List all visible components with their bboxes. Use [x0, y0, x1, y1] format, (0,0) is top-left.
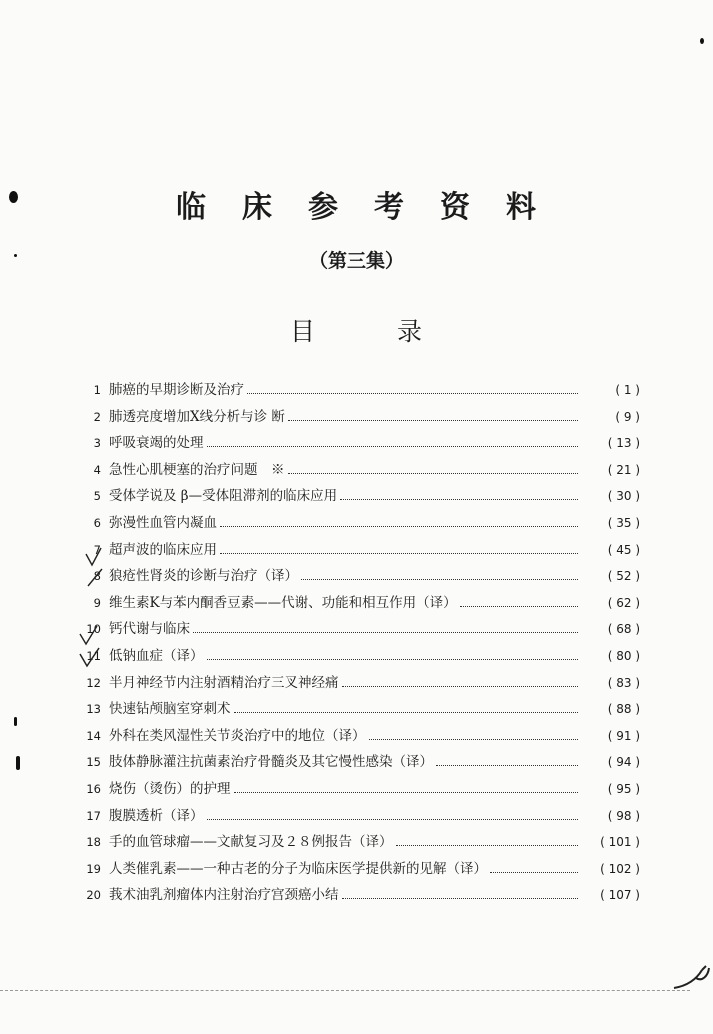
table-of-contents — [80, 378, 640, 910]
toc-entry-page: ( 1 ) — [615, 383, 640, 397]
toc-entry-title: 腹膜透析（译） — [109, 807, 204, 824]
toc-entry-number: 20 — [86, 888, 101, 903]
toc-entry-page: ( 35 ) — [607, 515, 640, 530]
title-char: 考 — [374, 190, 404, 225]
toc-entry — [80, 830, 640, 857]
dot-leader — [396, 845, 579, 846]
toc-entry-page: ( 101 ) — [600, 835, 640, 850]
toc-entry-title: 弥漫性血管内凝血 — [109, 514, 217, 531]
toc-entry-number: 2 — [93, 409, 101, 424]
toc-entry-title: 烧伤（烫伤）的护理 — [109, 780, 231, 797]
toc-entry-number: 3 — [93, 436, 101, 451]
toc-entry — [80, 511, 640, 538]
toc-entry-page: ( 30 ) — [607, 489, 640, 504]
dot-leader — [288, 473, 579, 474]
toc-entry — [80, 804, 640, 831]
dot-leader — [234, 792, 579, 793]
dot-leader — [340, 499, 578, 500]
toc-entry-title: 钙代谢与临床 — [109, 621, 190, 638]
toc-entry-page: ( 94 ) — [607, 755, 640, 770]
toc-entry-title: 超声波的临床应用 — [109, 541, 217, 558]
toc-entry-page: ( 98 ) — [607, 808, 640, 823]
toc-entry-title: 急性心肌梗塞的治疗问题 ※ — [109, 461, 285, 478]
volume-subtitle: （第三集） — [308, 250, 404, 272]
ink-speck-left-2 — [14, 717, 17, 726]
toc-entry — [80, 750, 640, 777]
dot-leader — [207, 446, 579, 447]
dot-leader — [490, 872, 578, 873]
toc-entry-title: 快速钻颅脑室穿刺术 — [109, 701, 231, 718]
title-char: 参 — [308, 190, 338, 225]
toc-entry-title: 肺癌的早期诊断及治疗 — [109, 382, 244, 398]
toc-entry-number: 18 — [86, 835, 101, 850]
toc-entry-number: 9 — [93, 595, 101, 610]
toc-entry-title: 肺透亮度增加X线分析与诊 断 — [109, 408, 285, 425]
toc-entry — [80, 405, 640, 432]
toc-entry-page: ( 45 ) — [607, 542, 640, 557]
scan-edge-bottom — [0, 990, 690, 991]
pen-squiggle-icon — [672, 962, 712, 992]
toc-entry-page: ( 102 ) — [600, 861, 640, 876]
title-char: 资 — [440, 190, 470, 225]
dot-leader — [234, 712, 579, 713]
toc-entry-number: 8 — [93, 569, 101, 584]
dot-leader — [220, 553, 578, 554]
toc-entry-number: 12 — [86, 675, 101, 690]
title-char: 床 — [242, 190, 272, 225]
dot-leader — [436, 765, 578, 766]
contents-heading — [290, 312, 422, 348]
dot-leader — [207, 819, 579, 820]
toc-entry-title: 半月神经节内注射酒精治疗三叉神经痛 — [109, 674, 339, 691]
dot-leader — [342, 898, 579, 899]
toc-entry-title: 狼疮性肾炎的诊断与治疗（译） — [109, 568, 298, 585]
dot-leader — [369, 739, 579, 740]
handwritten-check-icon — [78, 624, 100, 648]
title-char: 料 — [506, 190, 536, 225]
dot-leader — [193, 632, 578, 633]
toc-entry — [80, 458, 640, 485]
toc-entry-page: ( 62 ) — [607, 595, 640, 610]
toc-entry — [80, 538, 640, 565]
toc-entry-page: ( 21 ) — [607, 462, 640, 477]
toc-entry-title: 受体学说及 β—受体阻滞剂的临床应用 — [109, 488, 338, 505]
document-title — [176, 182, 536, 226]
toc-entry — [80, 617, 640, 644]
toc-entry-page: ( 91 ) — [607, 728, 640, 743]
toc-entry-page: ( 9 ) — [615, 409, 640, 424]
handwritten-slash-icon — [84, 566, 106, 590]
toc-entry-number: 6 — [93, 515, 101, 530]
toc-entry — [80, 697, 640, 724]
toc-entry-page: ( 88 ) — [607, 702, 640, 717]
toc-entry-page: ( 95 ) — [607, 781, 640, 796]
toc-entry-number: 4 — [93, 462, 101, 477]
toc-entry-title: 外科在类风湿性关节炎治疗中的地位（译） — [109, 727, 366, 744]
toc-entry-number: 10 — [86, 622, 101, 637]
toc-entry — [80, 777, 640, 804]
toc-entry — [80, 564, 640, 591]
toc-entry-page: ( 80 ) — [607, 648, 640, 663]
toc-entry-number: 19 — [86, 861, 101, 876]
toc-entry-title: 肢体静脉灌注抗菌素治疗骨髓炎及其它慢性感染（译） — [109, 754, 433, 771]
handwritten-check-icon — [84, 546, 104, 568]
dot-leader — [460, 606, 578, 607]
toc-entry-page: ( 52 ) — [607, 569, 640, 584]
toc-entry-number: 17 — [86, 808, 101, 823]
toc-entry-title: 人类催乳素——一种古老的分子为临床医学提供新的见解（译） — [109, 860, 487, 877]
heading-char: 目 — [290, 317, 316, 346]
toc-entry-number: 15 — [86, 755, 101, 770]
toc-entry-page: ( 13 ) — [607, 436, 640, 451]
toc-entry-page: ( 68 ) — [607, 622, 640, 637]
dot-leader — [288, 420, 578, 421]
handwritten-check-icon — [78, 646, 102, 670]
toc-entry — [80, 857, 640, 884]
toc-entry — [80, 883, 640, 910]
toc-entry — [80, 484, 640, 511]
toc-entry-title: 低钠血症（译） — [109, 647, 204, 664]
toc-entry-number: 13 — [86, 702, 101, 717]
dot-leader — [247, 393, 578, 394]
ink-spot-left — [9, 191, 18, 203]
toc-entry-number: 14 — [86, 728, 101, 743]
toc-entry-title: 手的血管球瘤——文献复习及２８例报告（译） — [109, 834, 393, 851]
toc-entry-number: 5 — [93, 489, 101, 504]
toc-entry — [80, 378, 640, 405]
toc-entry — [80, 671, 640, 698]
toc-entry — [80, 644, 640, 671]
ink-spot-right — [700, 38, 704, 44]
ink-mark-left — [16, 756, 20, 770]
toc-entry — [80, 431, 640, 458]
toc-entry-page: ( 107 ) — [600, 888, 640, 903]
toc-entry — [80, 591, 640, 618]
toc-entry-number: 7 — [93, 542, 101, 557]
toc-entry-title: 呼吸衰竭的处理 — [109, 435, 204, 452]
toc-entry-page: ( 83 ) — [607, 675, 640, 690]
toc-entry-number: 16 — [86, 781, 101, 796]
heading-char: 录 — [396, 317, 422, 346]
title-char: 临 — [176, 190, 206, 225]
toc-entry — [80, 724, 640, 751]
dot-leader — [207, 659, 579, 660]
toc-entry-number: 11 — [86, 648, 101, 663]
toc-entry-number: 1 — [93, 383, 101, 397]
dot-leader — [342, 686, 579, 687]
dot-leader — [301, 579, 578, 580]
toc-entry-title: 维生素K与苯内酮香豆素——代谢、功能和相互作用（译） — [109, 594, 457, 611]
toc-entry-title: 莪术油乳剂瘤体内注射治疗宫颈癌小结 — [109, 887, 339, 904]
dot-leader — [220, 526, 578, 527]
